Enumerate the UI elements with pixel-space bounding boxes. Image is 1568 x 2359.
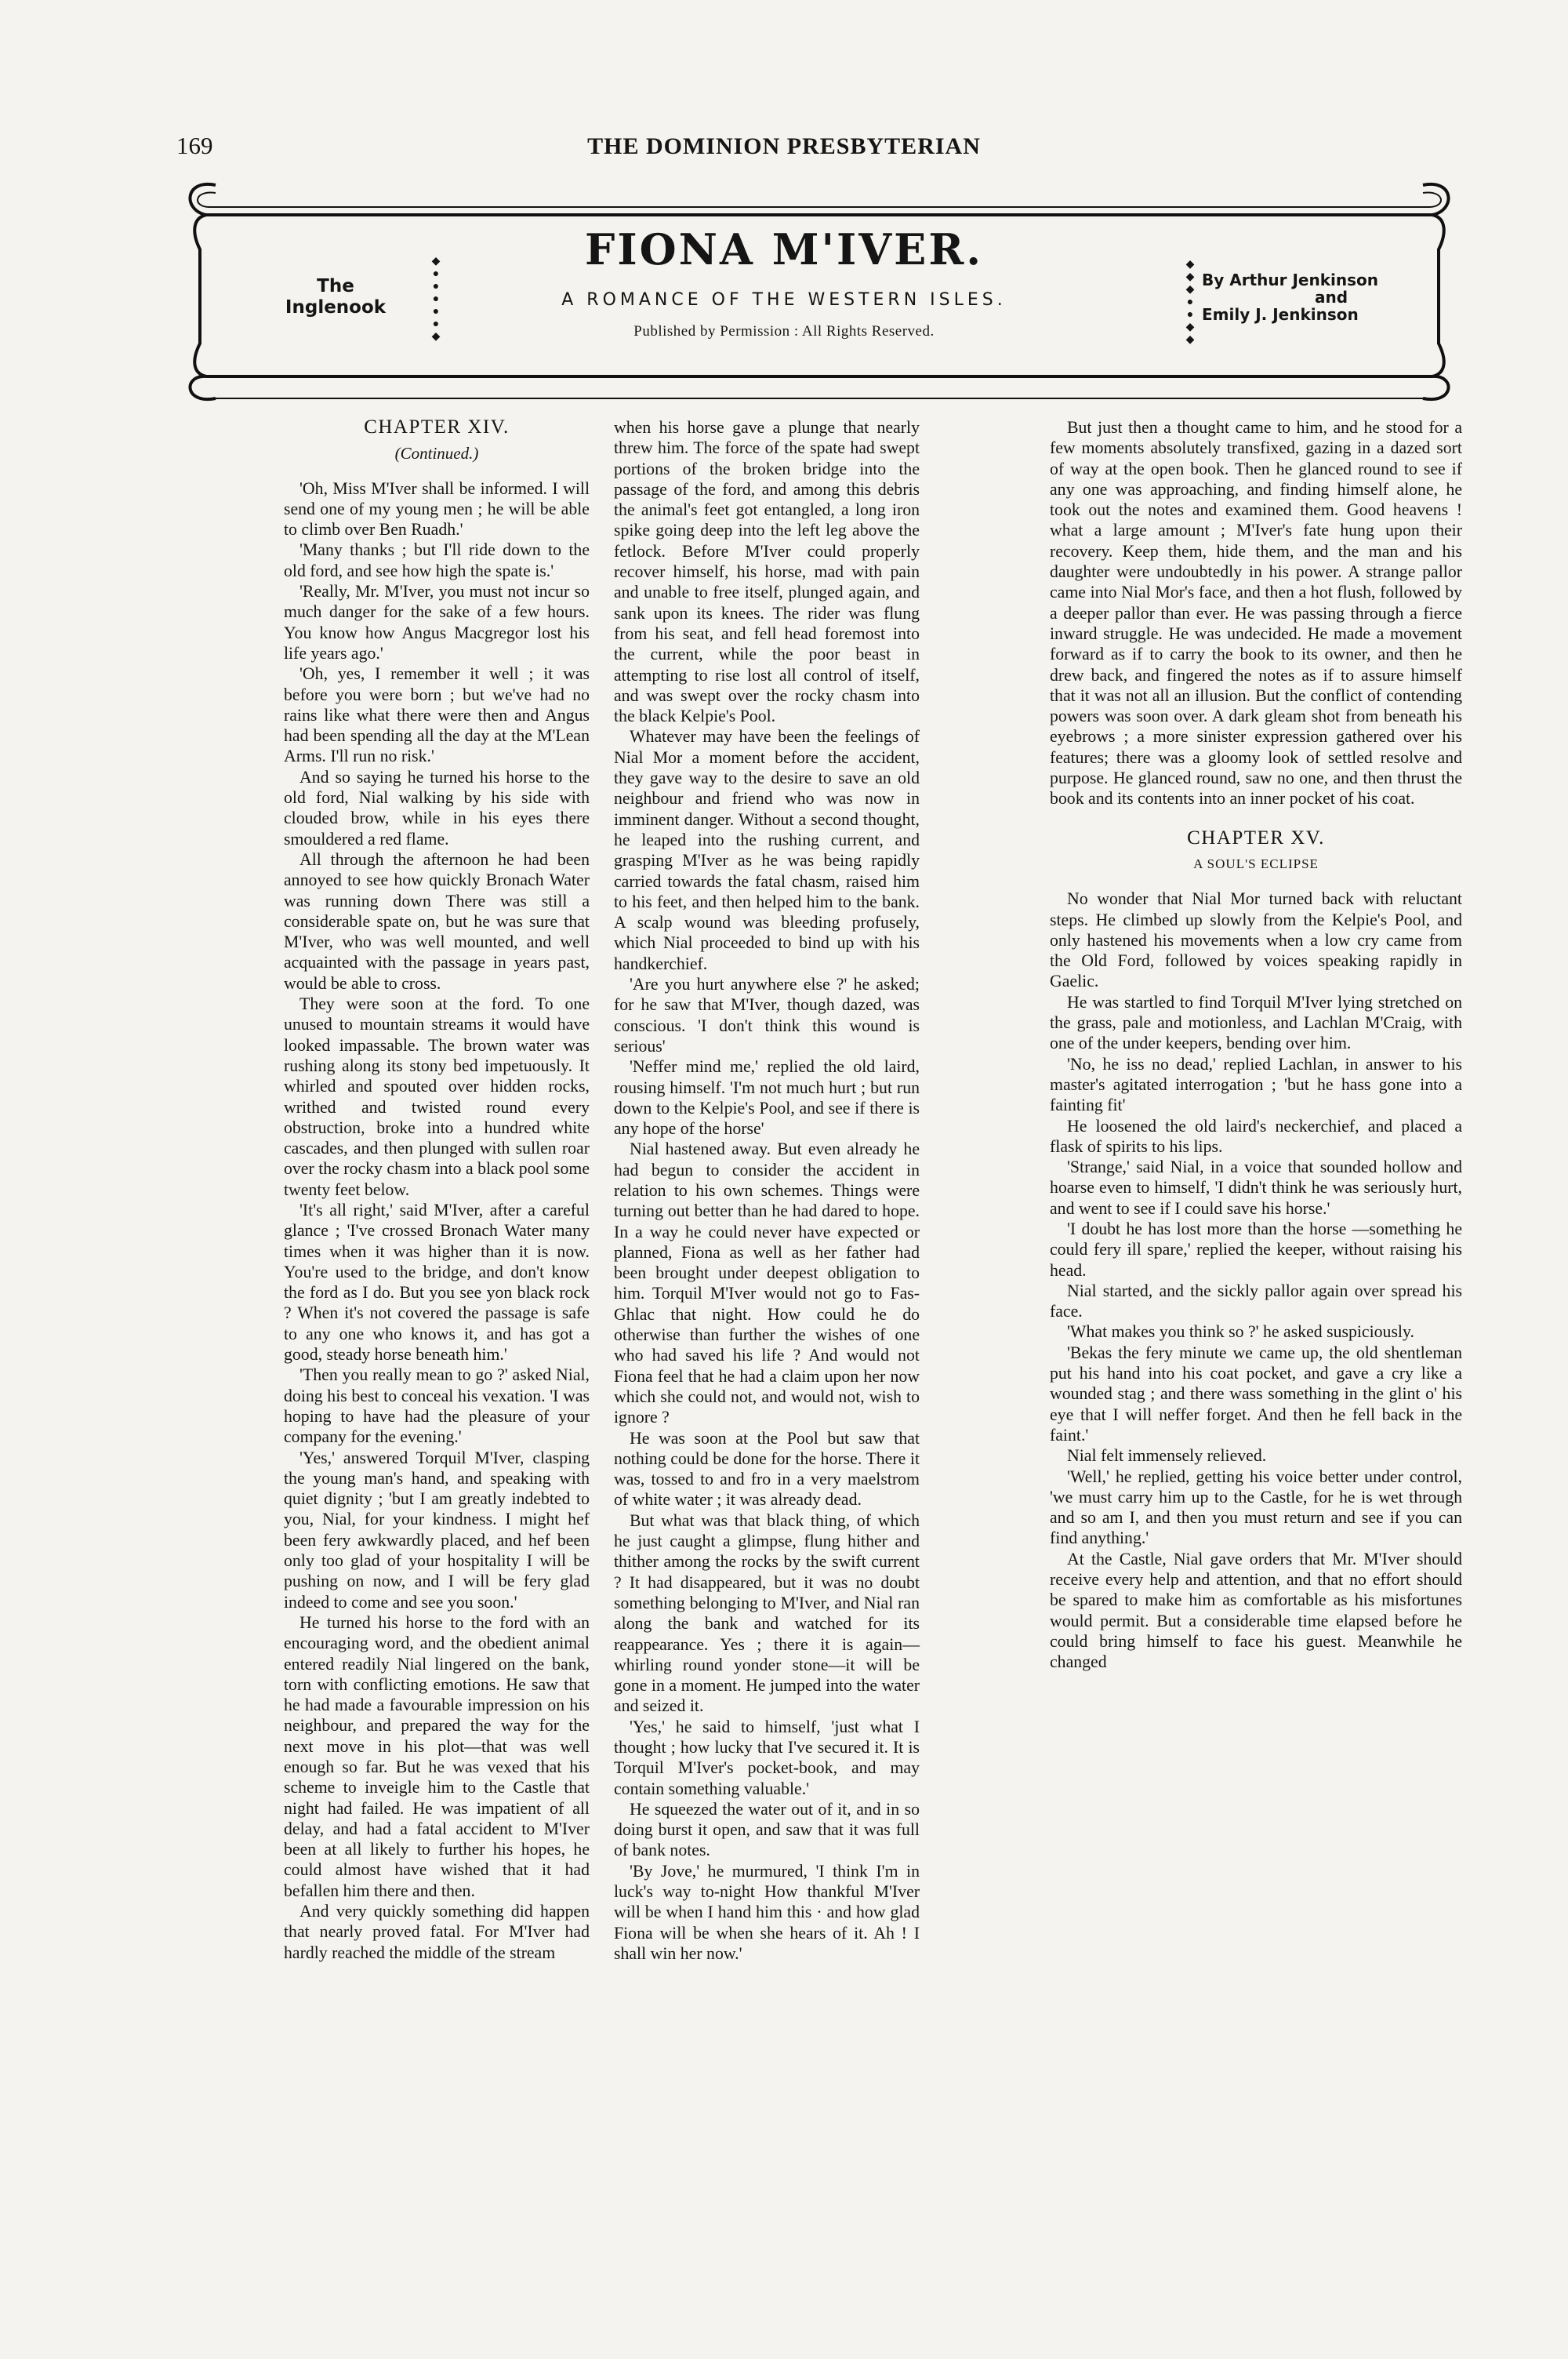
- paragraph: He loosened the old laird's neckerchief, and placed a flask of spirits to his lips.: [1050, 1116, 1462, 1156]
- paragraph: But what was that black thing, of which he just caught a glimpse, flung hither and thither among the rocks by the swift current ? It had disappeared, but it was no doubt something belonging to M'Iver, and Nial ran along the bank and watched for its reappearance. Yes ; there it is again—whirling round yonder stone—it will be gone in a moment. He jumped into the water and seized it.: [614, 1510, 920, 1716]
- author-line-3: Emily J. Jenkinson: [1202, 305, 1359, 324]
- chapter-heading: CHAPTER XV.: [1187, 827, 1325, 849]
- paragraph: 'By Jove,' he murmured, 'I think I'm in luck's way to-night How thankful M'Iver will be when I hand him this · and how glad Fiona will be when she hears of it. Ah ! I shall win her now.': [614, 1861, 920, 1963]
- paragraph: At the Castle, Nial gave orders that Mr. M'Iver should receive every help and attention, and that no effort should be spared to make him as comfortable as his misfortunes would permit. But a considerable time elapsed before he could bring himself to face his guest. Meanwhile he changed: [1050, 1549, 1462, 1672]
- paragraph: 'Neffer mind me,' replied the old laird, rousing himself. 'I'm not much hurt ; but run down to the Kelpie's Pool, and see if there is any hope of the horse': [614, 1057, 920, 1139]
- paragraph: Nial hastened away. But even already he had begun to consider the accident in relation to his own schemes. Things were turning out better than he had dared to hope. In a way he could never have expected or planned, Fiona as well as her father had been brought under deepest obligation to him. Torquil M'Iver would not go to Fas-Ghlac that night. How could he do otherwise than further the wishes of one who had saved his life ? And would not Fiona feel that he had a claim upon her now which she could not, and would not, wish to ignore ?: [614, 1140, 920, 1427]
- section-label-line1: The: [317, 276, 354, 296]
- paragraph: 'Yes,' he said to himself, 'just what I thought ; how lucky that I've secured it. It is Torquil M'Iver's pocket-book, and may contain something valuable.': [614, 1717, 920, 1798]
- paragraph: 'Are you hurt anywhere else ?' he asked; for he saw that M'Iver, though dazed, was conscious. 'I don't think this wound is serious': [614, 975, 920, 1056]
- paragraph: He was soon at the Pool but saw that nothing could be done for the horse. There it was, tossed to and fro in a very maelstrom of white water ; it was already dead.: [614, 1428, 920, 1510]
- paragraph: They were soon at the ford. To one unused to mountain streams it would have looked impassable. The brown water was rushing along its stony bed impetuously. It whirled and spouted over hidden rocks, writhed and twisted round every obstruction, broke into a hundred white cascades, and then plunged with sullen roar over the rocky chasm into a black pool some twenty feet below.: [284, 994, 590, 1199]
- paragraph: 'Many thanks ; but I'll ride down to the old ford, and see how high the spate is.': [284, 540, 590, 580]
- paragraph: Nial started, and the sickly pallor again over spread his face.: [1050, 1281, 1462, 1321]
- paragraph: Whatever may have been the feelings of Nial Mor a moment before the accident, they gave way to the desire to save an old neighbour and friend who was now in imminent danger. Without a second thought, he leaped into the rushing current, and grasping M'Iver as he was being rapidly carried towards the fatal chasm, raised him to his feet, and then helped him to the bank. A scalp wound was bleeding profusely, which Nial proceeded to bind up with his handkerchief.: [614, 727, 920, 973]
- paragraph: 'Yes,' answered Torquil M'Iver, clasping the young man's hand, and speaking with quiet dignity ; 'but I am greatly indebted to you, Nial, for your kindness. I might hef been fery awkwardly placed, and hef been only too glad of your hospitality I will be pushing on now, and I will be fery glad indeed to come and see you soon.': [284, 1448, 590, 1612]
- section-label-line2: Inglenook: [285, 297, 387, 318]
- chapter-note: (Continued.): [394, 444, 479, 463]
- paragraph: No wonder that Nial Mor turned back with reluctant steps. He climbed up slowly from the Kelpie's Pool, and only hastened his movements when a low cry came from the Old Ford, followed by voices speaking rapidly in Gaelic.: [1050, 889, 1462, 991]
- page-number: 169: [176, 132, 213, 159]
- paragraph: 'Oh, yes, I remember it well ; it was before you were born ; but we've had no rains like what there were then and Angus had been spending all the day at the M'Lean Arms. I'll run no risk.': [284, 664, 590, 766]
- paragraph: when his horse gave a plunge that nearly threw him. The force of the spate had swept portions of the broken bridge into the passage of the ford, and among this debris the animal's feet got entangled, a long iron spike going deep into the left leg above the fetlock. Before M'Iver could properly recover himself, his horse, mad with pain and unable to free itself, plunged again, and sank upon its knees. The rider was flung from his seat, and fell head foremost into the current, while the poor beast in attempting to rise lost all control of itself, and was swept over the rocky chasm into the black Kelpie's Pool.: [614, 418, 920, 726]
- paragraph: 'Well,' he replied, getting his voice better under control, 'we must carry him up to the Castle, for he is wet through and so am I, and then you must return and see if you can find anything.': [1050, 1467, 1462, 1548]
- paragraph: 'What makes you think so ?' he asked suspiciously.: [1067, 1322, 1414, 1342]
- chapter-subtitle: A SOUL'S ECLIPSE: [1193, 856, 1319, 871]
- ornament-dots-left: ◆ ● ● ● ● ● ◆: [431, 256, 441, 343]
- story-subtitle: A ROMANCE OF THE WESTERN ISLES.: [561, 290, 1007, 310]
- paragraph: 'Bekas the fery minute we came up, the old shentleman put his hand into his coat pocket, and gave a cry like a wounded stag ; and there wass something in the glint o' his eye that I will neffer forget. And then he fell back in the faint.': [1050, 1343, 1462, 1445]
- paragraph: 'I doubt he has lost more than the horse —something he could fery ill spare,' replied the keeper, without raising his head.: [1050, 1219, 1462, 1280]
- text-column-2: [614, 417, 920, 1964]
- running-title: THE DOMINION PRESBYTERIAN: [587, 133, 981, 159]
- paragraph: He turned his horse to the ford with an encouraging word, and the obedient animal entered readily Nial lingered on the bank, torn with conflicting emotions. He saw that he had made a favourable impression on his neighbour, and prepared the way for the next move in his plot—that was well enough so far. But he was vexed that his scheme to inveigle him to the Castle that night had failed. He was impatient of all delay, and had a fatal accident to M'Iver been at all likely to further his hopes, he could almost have wished that it had befallen him there and then.: [284, 1612, 590, 1900]
- story-title: FIONA M'IVER.: [585, 224, 983, 274]
- paragraph: 'Strange,' said Nial, in a voice that sounded hollow and hoarse even to himself, 'I didn't think he was seriously hurt, and went to see if I could save his horse.': [1050, 1158, 1462, 1218]
- paragraph: All through the afternoon he had been annoyed to see how quickly Bronach Water was running down There was still a considerable spate on, but he was sure that M'Iver, who was well mounted, and well acquainted with the passage in years past, would be able to cross.: [284, 849, 590, 993]
- paragraph: He was startled to find Torquil M'Iver lying stretched on the grass, pale and motionless, and Lachlan M'Craig, with one of the under keepers, bending over him.: [1050, 992, 1462, 1053]
- paragraph: 'Then you really mean to go ?' asked Nial, doing his best to conceal his vexation. 'I was hoping to have had the pleasure of your company for the evening.': [284, 1365, 590, 1447]
- text-column-3: [1050, 417, 1462, 1673]
- paragraph: But just then a thought came to him, and he stood for a few moments absolutely transfixed, gazing in a dazed sort of way at the open book. Then he glanced round to see if any one was approaching, and finding himself alone, he took out the notes and examined them. Good heavens ! what a large amount ; M'Iver's fate hung upon their recovery. Keep them, hide them, and the man and his daughter were undoubtedly in his power. A strange pallor came into Nial Mor's face, and then a hot flush, followed by a deeper pallor than ever. He was passing through a fierce inward struggle. He was undecided. He made a movement forward as if to carry the book to its owner, and then he drew back, and fingered the notes as if to assure himself that it was not all an illusion. But the conflict of contending powers was soon over. A dark gleam shot from beneath his eyebrows ; a more sinister expression gathered over his features; there was a gloomy look of settled resolve and purpose. He glanced round, saw no one, and then thrust the book and its contents into an inner pocket of his coat.: [1050, 418, 1462, 809]
- author-line-2: and: [1314, 288, 1348, 307]
- paragraph: And so saying he turned his horse to the old ford, Nial walking by his side with clouded brow, while in his eyes there smouldered a red flame.: [284, 767, 590, 849]
- text-column-1: [284, 417, 590, 1963]
- paragraph: 'Really, Mr. M'Iver, you must not incur so much danger for the sake of a few hours. You know how Angus Macgregor lost his life years ago.': [284, 582, 590, 663]
- paragraph: He squeezed the water out of it, and in so doing burst it open, and saw that it was full of bank notes.: [614, 1799, 920, 1860]
- paragraph: And very quickly something did happen that nearly proved fatal. For M'Iver had hardly reached the middle of the stream: [284, 1902, 590, 1962]
- rights-notice: Published by Permission : All Rights Reserved.: [633, 323, 935, 340]
- ornament-dots-right: ◆ ◆ ◆ ● ● ◆ ◆: [1185, 259, 1195, 346]
- paragraph: 'It's all right,' said M'Iver, after a careful glance ; 'I've crossed Bronach Water many times when it was higher than it is now. You're used to the bridge, and don't know the ford as I do. But you see yon black rock ? When it's not covered the passage is safe to any one who knows it, and has got a good, steady horse beneath him.': [284, 1200, 590, 1365]
- author-credit: [1202, 271, 1437, 323]
- paragraph: Nial felt immensely relieved.: [1067, 1446, 1267, 1466]
- paragraph: 'Oh, Miss M'Iver shall be informed. I will send one of my young men ; he will be able to climb over Ben Ruadh.': [284, 478, 590, 540]
- paragraph: 'No, he iss no dead,' replied Lachlan, in answer to his master's agitated interrogation ; 'but he hass gone into a fainting fit': [1050, 1054, 1462, 1115]
- chapter-heading: CHAPTER XIV.: [364, 416, 510, 438]
- author-line-1: By Arthur Jenkinson: [1202, 271, 1378, 289]
